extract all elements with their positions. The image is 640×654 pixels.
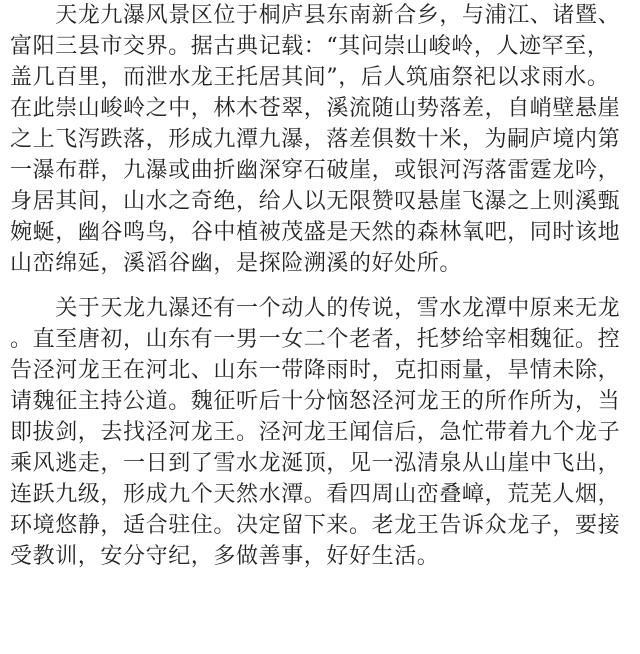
- paragraph-spacer: [10, 279, 634, 293]
- paragraph-1: [10, 0, 634, 279]
- text-line: 乘风逃走，一日到了雪水龙涎顶，见一泓清泉从山崖中飞出，: [10, 451, 621, 476]
- paragraph-2: [10, 293, 634, 572]
- text-line: 环境悠静，适合驻住。决定留下来。老龙王告诉众龙子，要接: [10, 513, 621, 538]
- text-line: 一瀑布群，九瀑或曲折幽深穿石破崖，或银河泻落雷霆龙吟，: [10, 158, 621, 183]
- text-line: 山峦绵延，溪滔谷幽，是探险溯溪的好处所。: [10, 251, 463, 276]
- text-line: 关于天龙九瀑还有一个动人的传说，雪水龙潭中原来无龙: [10, 296, 621, 321]
- text-line: 受教训，安分守纪，多做善事，好好生活。: [10, 544, 440, 569]
- article-body: [10, 0, 634, 572]
- text-line: 连跃九级，形成九个天然水潭。看四周山峦叠嶂，荒芜人烟，: [10, 482, 621, 507]
- text-line: 告泾河龙王在河北、山东一带降雨时，克扣雨量，旱情未除，: [10, 358, 621, 383]
- text-line: 。直至唐初，山东有一男一女二个老者，托梦给宰相魏征。控: [10, 327, 621, 352]
- text-line: 请魏征主持公道。魏征听后十分恼怒泾河龙王的所作所为，当: [10, 389, 621, 414]
- text-line: 在此崇山峻岭之中，林木苍翠，溪流随山势落差，自峭壁悬崖: [10, 96, 621, 121]
- text-line: 婉蜒，幽谷鸣鸟，谷中植被茂盛是天然的森林氧吧，同时该地: [10, 220, 621, 245]
- text-line: 即拔剑，去找泾河龙王。泾河龙王闻信后，急忙带着九个龙子: [10, 420, 621, 445]
- text-line: 富阳三县市交界。据古典记载：“其问崇山峻岭，人迹罕至，: [10, 34, 610, 59]
- text-line: 身居其间，山水之奇绝，给人以无限赞叹悬崖飞瀑之上则溪甄: [10, 189, 621, 214]
- text-line: 盖几百里，而泄水龙王托居其间”，后人筑庙祭祀以求雨水。: [10, 65, 610, 90]
- text-line: 天龙九瀑风景区位于桐庐县东南新合乡，与浦江、诸暨、: [10, 3, 621, 28]
- text-line: 之上飞泻跌落，形成九潭九瀑，落差俱数十米，为嗣庐境内第: [10, 127, 621, 152]
